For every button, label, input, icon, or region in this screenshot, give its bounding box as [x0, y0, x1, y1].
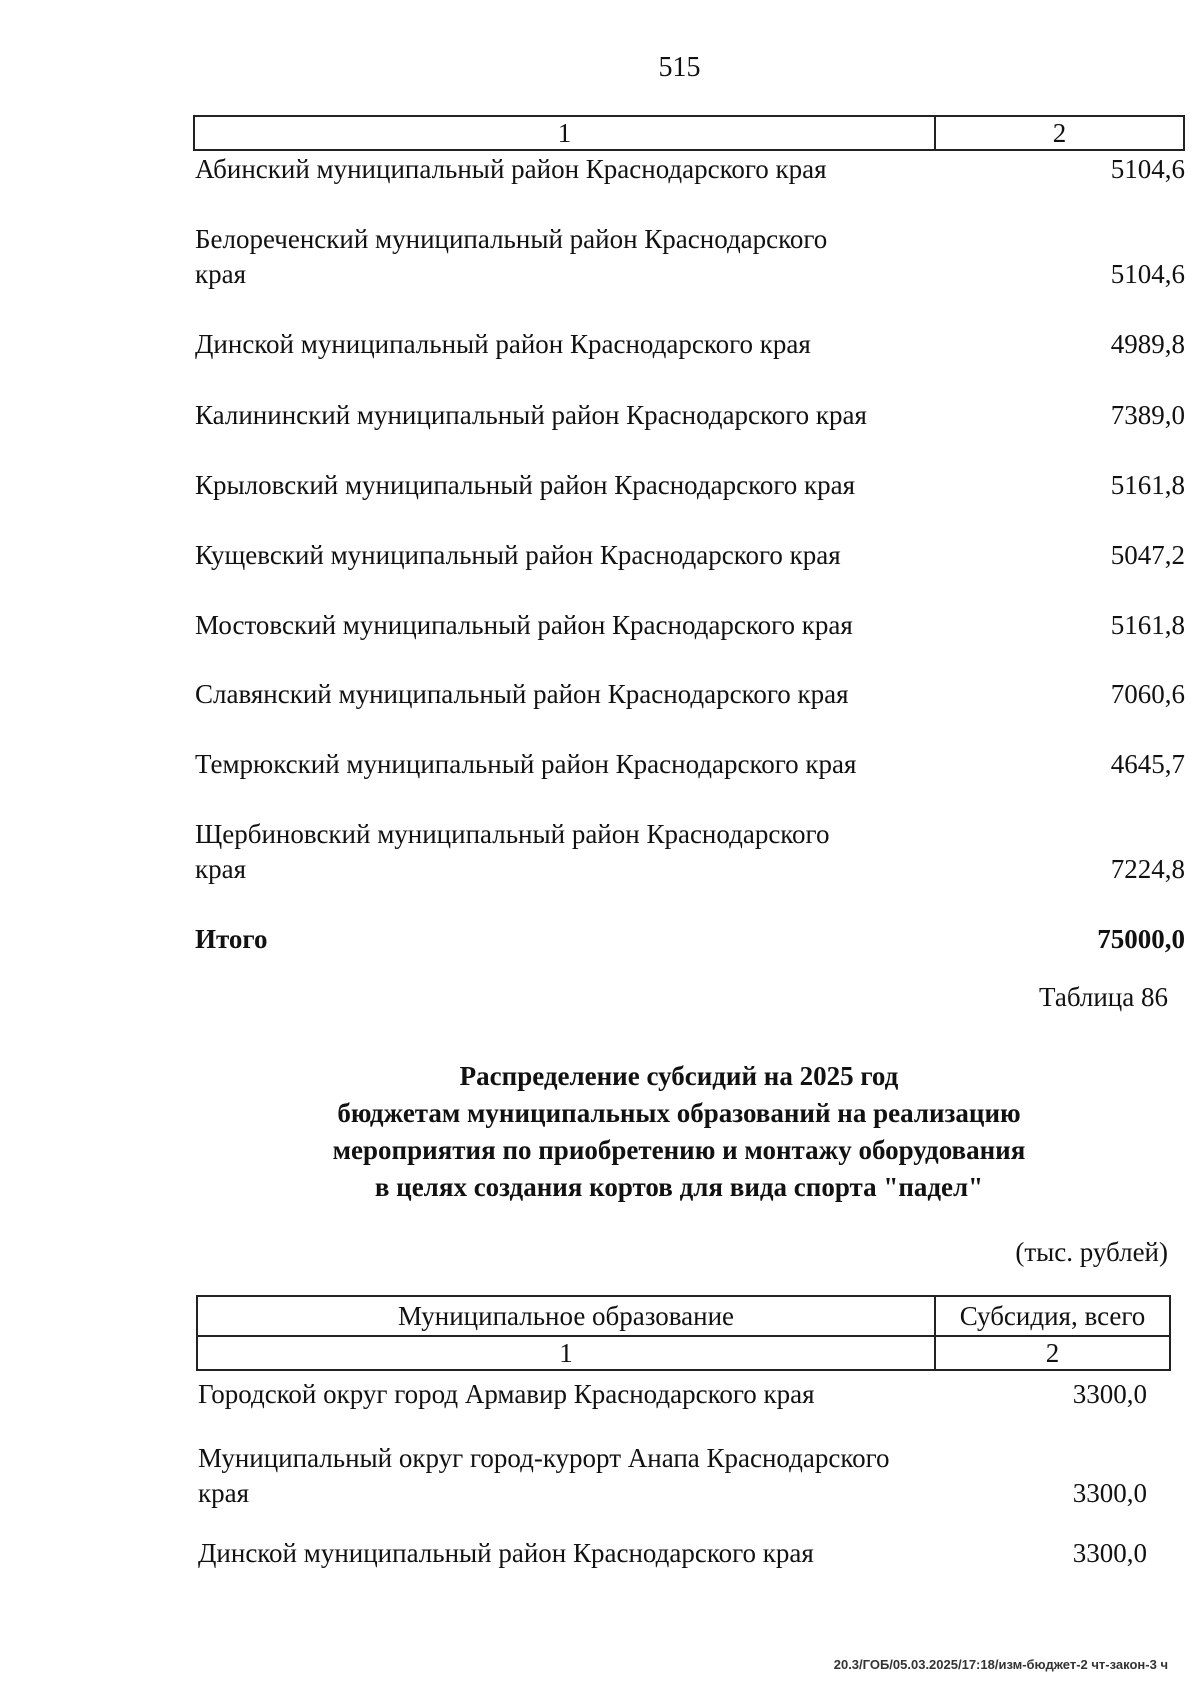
row-value: 5104,6: [1110, 259, 1185, 289]
row-value: 4989,8: [1110, 329, 1185, 359]
heading-line: мероприятия по приобретению и монтажу оборудования: [332, 1135, 1026, 1165]
table-row: [195, 747, 1185, 783]
units-label: (тыс. рублей): [1015, 1237, 1168, 1267]
row-name-continued: края: [195, 259, 247, 289]
table-row: [195, 538, 1185, 574]
table-row: [195, 677, 1185, 713]
table-row: [195, 817, 1185, 889]
row-name-continued: края: [195, 854, 247, 884]
column-title-municipality: Муниципальное образование: [197, 1296, 935, 1336]
table-row: [195, 468, 1185, 504]
row-value: 5047,2: [1110, 540, 1185, 570]
heading-line: бюджетам муниципальных образований на реализацию: [337, 1098, 1021, 1128]
table-row: [195, 327, 1185, 363]
table-row: [195, 398, 1185, 434]
row-value: 7224,8: [1110, 854, 1185, 884]
table-row: [198, 1536, 1147, 1572]
row-name: Городской округ город Армавир Краснодарского края: [198, 1379, 815, 1409]
row-value: 5161,8: [1110, 470, 1185, 500]
column-number-1: 1: [197, 1336, 935, 1370]
row-value: 3300,0: [1072, 1538, 1147, 1568]
row-name: Темрюкский муниципальный район Краснодарского края: [195, 749, 857, 779]
heading-line: в целях создания кортов для вида спорта "падел": [374, 1172, 984, 1202]
row-value: 5104,6: [1110, 154, 1185, 184]
document-footer-code: 20.3/ГОБ/05.03.2025/17:18/изм-бюджет-2 чт-закон-3 ч: [833, 1657, 1168, 1672]
page-number: 515: [658, 52, 701, 83]
total-value: 75000,0: [1097, 924, 1185, 954]
row-name: Динской муниципальный район Краснодарского края: [198, 1538, 814, 1568]
row-name: Калининский муниципальный район Краснодарского края: [195, 400, 867, 430]
row-name-continued: края: [198, 1478, 250, 1508]
row-value: 7060,6: [1110, 679, 1185, 709]
table-row: [198, 1441, 1147, 1513]
table-row: [198, 1377, 1147, 1413]
row-value: 3300,0: [1072, 1379, 1147, 1409]
table-row: [195, 152, 1185, 188]
row-name: Абинский муниципальный район Краснодарского края: [195, 154, 827, 184]
row-name: Муниципальный округ город-курорт Анапа Краснодарского: [198, 1443, 890, 1473]
column-title-subsidy: Субсидия, всего: [935, 1296, 1170, 1336]
column-number-1: 1: [194, 116, 935, 150]
row-value: 4645,7: [1110, 749, 1185, 779]
row-name: Мостовский муниципальный район Краснодарского края: [195, 610, 853, 640]
row-value: 7389,0: [1110, 400, 1185, 430]
column-number-2: 2: [935, 1336, 1170, 1370]
row-name: Белореченский муниципальный район Краснодарского: [195, 224, 828, 254]
table-label: Таблица 86: [1039, 982, 1168, 1012]
row-name: Крыловский муниципальный район Краснодарского края: [195, 470, 855, 500]
column-number-2: 2: [935, 116, 1184, 150]
bottom-table-header: [196, 1295, 1171, 1371]
row-name: Щербиновский муниципальный район Краснодарского: [195, 819, 830, 849]
row-name: Динской муниципальный район Краснодарского края: [195, 329, 811, 359]
total-label: Итого: [195, 924, 268, 954]
total-row: [195, 922, 1185, 958]
table-heading: [0, 1058, 1200, 1206]
table-row: [195, 222, 1185, 294]
row-value: 3300,0: [1072, 1478, 1147, 1508]
top-table-header: [193, 115, 1185, 151]
row-value: 5161,8: [1110, 610, 1185, 640]
row-name: Славянский муниципальный район Краснодарского края: [195, 679, 849, 709]
heading-line: Распределение субсидий на 2025 год: [459, 1061, 899, 1091]
table-row: [195, 608, 1185, 644]
row-name: Кущевский муниципальный район Краснодарского края: [195, 540, 841, 570]
